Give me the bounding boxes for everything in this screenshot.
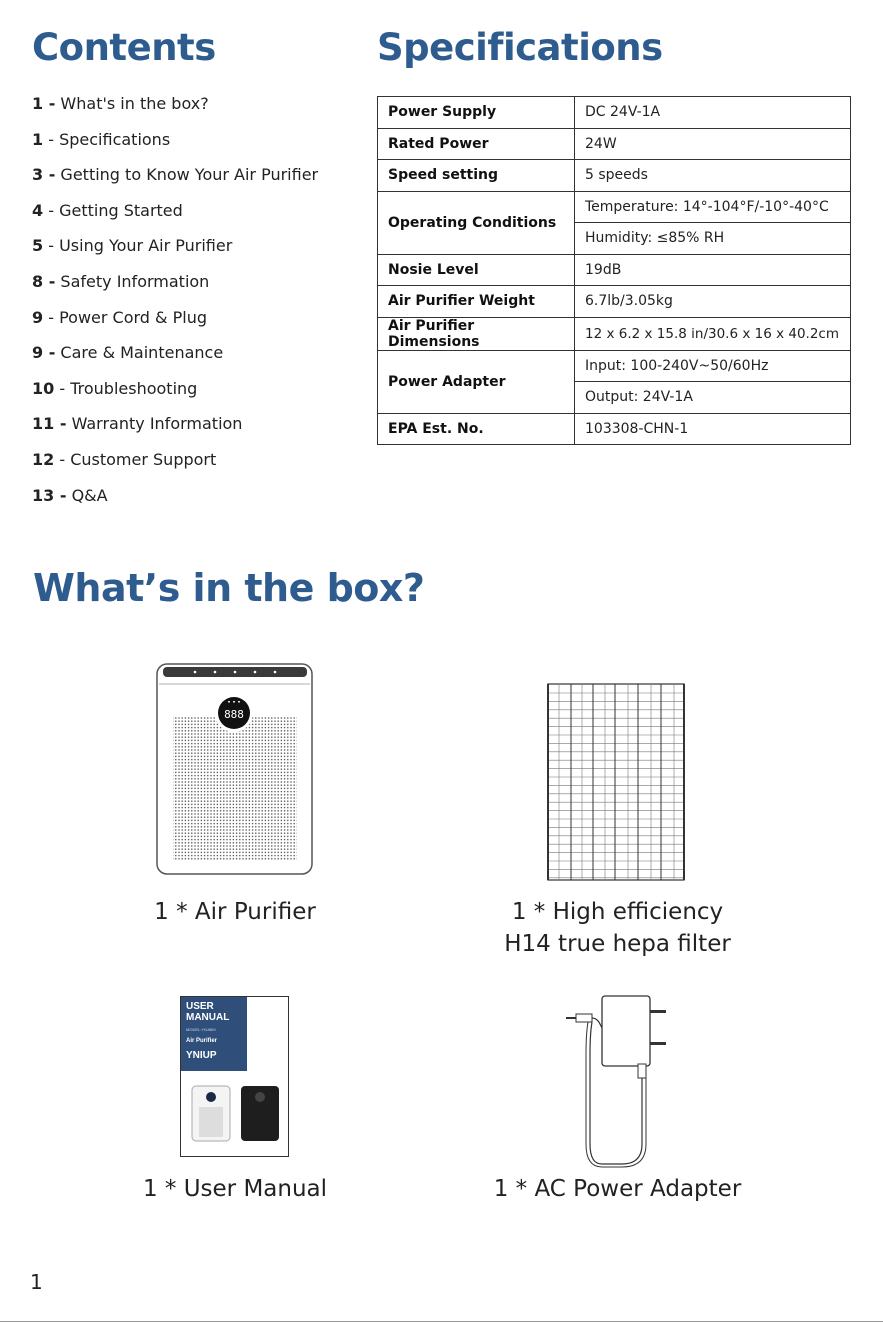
contents-item[interactable]: 9 - Power Cord & Plug [32, 307, 207, 327]
spec-row [378, 97, 851, 129]
purifier-display-text: 888 [224, 708, 244, 721]
spec-key: Operating Conditions [378, 191, 575, 254]
spec-row [378, 413, 851, 445]
spec-value: Input: 100-240V~50/60Hz [575, 350, 851, 382]
spec-value: DC 24V-1A [575, 97, 851, 129]
spec-key: Nosie Level [378, 254, 575, 286]
contents-item[interactable]: 5 - Using Your Air Purifier [32, 236, 233, 256]
contents-item[interactable]: 10 - Troubleshooting [32, 378, 198, 398]
spec-row [378, 317, 851, 350]
spec-key: Speed setting [378, 160, 575, 192]
specifications-title: Specifications [377, 26, 663, 69]
spec-value: Humidity: ≤85% RH [575, 223, 851, 255]
spec-value: 19dB [575, 254, 851, 286]
contents-item[interactable]: 12 - Customer Support [32, 449, 217, 469]
specifications-table [377, 96, 851, 445]
spec-key: Power Supply [378, 97, 575, 129]
caption-air-purifier: 1 * Air Purifier [154, 899, 316, 925]
caption-ac-adapter: 1 * AC Power Adapter [493, 1176, 742, 1202]
bottom-rule [0, 1321, 883, 1322]
page-number: 1 [30, 1270, 43, 1294]
spec-value: 24W [575, 128, 851, 160]
manual-cover-model: MODEL:YNJ869 [186, 1027, 216, 1032]
contents-item[interactable]: 1 - Specifications [32, 129, 171, 149]
spec-value: Output: 24V-1A [575, 382, 851, 414]
caption-hepa-filter: 1 * High efficiency H14 true hepa filter [504, 899, 731, 957]
hepa-filter-image [545, 681, 687, 883]
manual-purifiers-icon [191, 1085, 281, 1143]
spec-row [378, 128, 851, 160]
whats-in-the-box-title: What’s in the box? [33, 566, 425, 610]
manual-cover-title: USER MANUAL [186, 1001, 230, 1023]
spec-value: 6.7lb/3.05kg [575, 286, 851, 318]
contents-title: Contents [32, 26, 216, 69]
spec-key: Rated Power [378, 128, 575, 160]
spec-value: Temperature: 14°-104°F/-10°-40°C [575, 191, 851, 223]
contents-item[interactable]: 3 - Getting to Know Your Air Purifier [32, 165, 319, 185]
contents-item[interactable]: 9 - Care & Maintenance [32, 343, 224, 363]
contents-item[interactable]: 8 - Safety Information [32, 271, 210, 291]
contents-list [32, 92, 362, 519]
spec-value: 103308-CHN-1 [575, 413, 851, 445]
ac-power-adapter-image [562, 994, 674, 1168]
spec-key: Air Purifier Weight [378, 286, 575, 318]
manual-cover-brand: YNIUP [186, 1050, 217, 1061]
spec-row [378, 160, 851, 192]
spec-row [378, 254, 851, 286]
air-purifier-image [155, 662, 315, 876]
user-manual-image [180, 996, 289, 1157]
spec-value: 5 speeds [575, 160, 851, 192]
spec-row [378, 286, 851, 318]
spec-row [378, 191, 851, 223]
contents-item[interactable]: 1 - What's in the box? [32, 94, 209, 113]
spec-key: Power Adapter [378, 350, 575, 413]
contents-item[interactable]: 11 - Warranty Information [32, 414, 243, 434]
contents-item[interactable]: 13 - Q&A [32, 485, 108, 505]
caption-user-manual: 1 * User Manual [142, 1176, 328, 1202]
contents-item[interactable]: 4 - Getting Started [32, 200, 183, 220]
spec-value: 12 x 6.2 x 15.8 in/30.6 x 16 x 40.2cm [575, 317, 851, 350]
spec-key: Air Purifier Dimensions [378, 317, 575, 350]
spec-row [378, 350, 851, 382]
manual-cover-product: Air Purifier [186, 1038, 218, 1044]
spec-key: EPA Est. No. [378, 413, 575, 445]
